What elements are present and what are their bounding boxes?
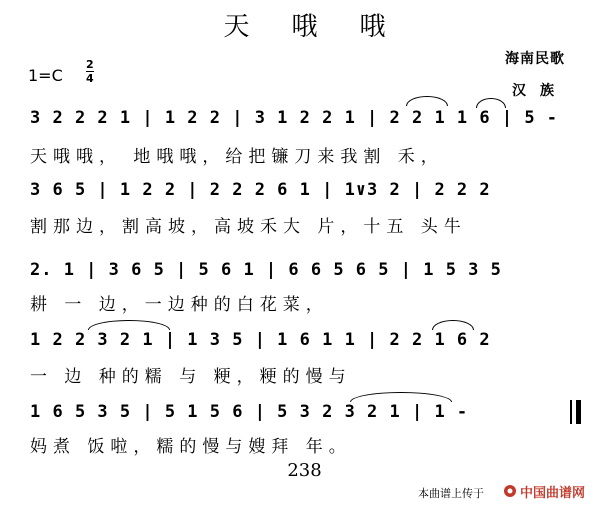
site-logo-icon: [503, 484, 517, 498]
notation-line-2: 3 6 5 | 1 2 2 | 2 2 2 6 1 | 1∨3 2 | 2 2 2: [30, 180, 491, 200]
song-source: 海南民歌: [505, 51, 565, 67]
notation-line-4: 1 2 2 3 2 1 | 1 3 5 | 1 6 1 1 | 2 2 1 6 2: [30, 330, 491, 350]
time-signature-top: 2: [86, 58, 94, 71]
lyrics-line-3: 耕 一 边，一边种的白花菜，: [30, 295, 329, 315]
lyrics-line-4: 一 边 种的糯 与 粳，粳的慢与: [30, 367, 352, 387]
song-title: 天哦哦: [223, 12, 428, 42]
time-signature: [86, 58, 94, 85]
time-signature-bottom: 4: [86, 72, 94, 85]
lyrics-line-5: 妈煮 饭啦，糯的慢与嫂拜 年。: [30, 437, 352, 457]
slur-mark: [432, 320, 474, 330]
lyrics-line-1: 天哦哦， 地哦哦，给把镰刀来我割 禾，: [30, 147, 444, 167]
key-signature: 1=C: [28, 66, 63, 85]
slur-mark: [476, 98, 506, 108]
song-ethnicity: 汉族: [512, 83, 568, 99]
page-number: 238: [287, 460, 322, 481]
lyrics-line-2: 割那边，割高坡，高坡禾大 片，十五 头牛: [30, 217, 467, 237]
site-logo-text: 中国曲谱网: [520, 486, 586, 501]
slur-mark: [88, 320, 170, 330]
notation-line-5: 1 6 5 3 5 | 5 1 5 6 | 5 3 2 3 2 1 | 1 -: [30, 402, 469, 422]
final-barline-thin: [570, 400, 572, 424]
slur-mark: [350, 392, 452, 402]
notation-line-1: 3 2 2 2 1 | 1 2 2 | 3 1 2 2 1 | 2 2 1 1 6 | 5 -: [30, 108, 559, 128]
final-barline-thick: [576, 400, 581, 424]
slur-mark: [406, 96, 448, 106]
upload-credit: 本曲谱上传于: [418, 487, 484, 500]
notation-line-3: 2. 1 | 3 6 5 | 5 6 1 | 6 6 5 6 5 | 1 5 3 5: [30, 260, 502, 280]
